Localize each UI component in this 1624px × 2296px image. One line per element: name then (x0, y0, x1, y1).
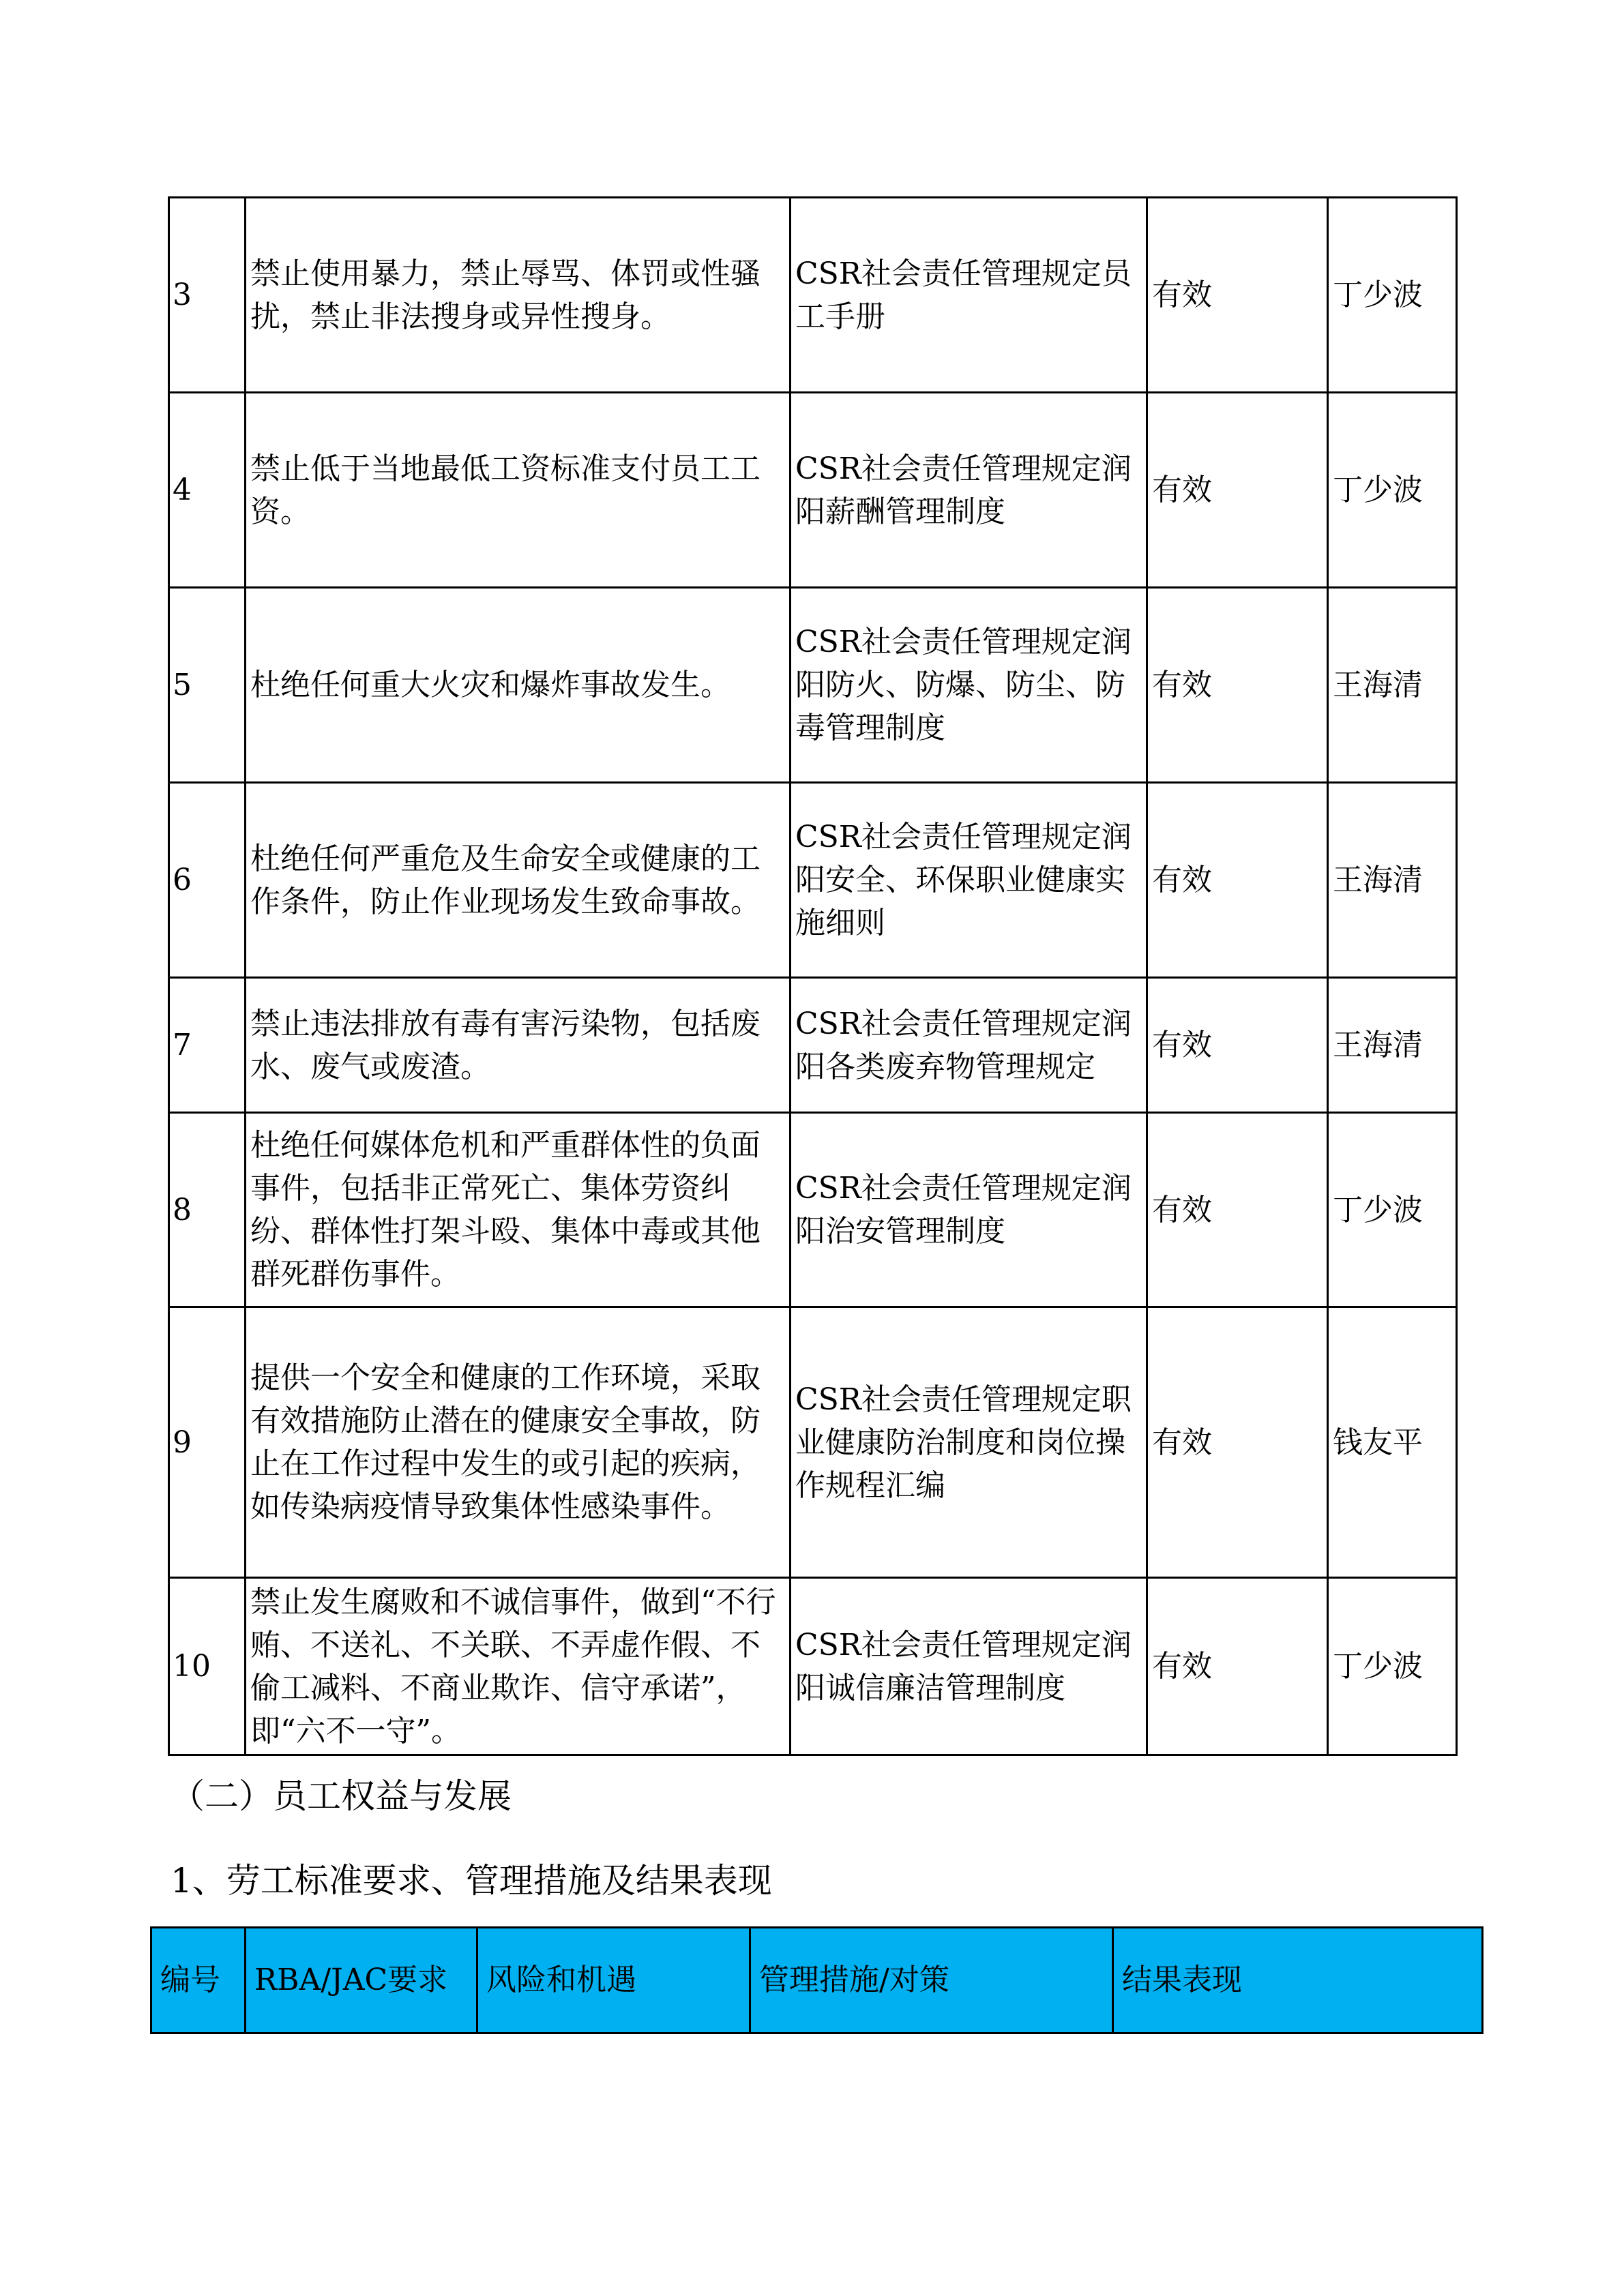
document-cell: CSR社会责任管理规定员工手册 (791, 198, 1147, 393)
row-number: 9 (169, 1307, 246, 1578)
document-cell: CSR社会责任管理规定润阳诚信廉洁管理制度 (791, 1578, 1147, 1755)
policy-table (168, 196, 1458, 1756)
section-heading: （二）员工权益与发展 (171, 1776, 512, 1816)
requirement-cell: 提供一个安全和健康的工作环境，采取有效措施防止潜在的健康安全事故，防止在工作过程中发生的或引起的疾病，如传染病疫情导致集体性感染事件。 (246, 1307, 791, 1578)
header-number: 编号 (151, 1928, 246, 2033)
owner-cell: 丁少波 (1328, 1578, 1457, 1755)
document-cell: CSR社会责任管理规定职业健康防治制度和岗位操作规程汇编 (791, 1307, 1147, 1578)
row-number: 7 (169, 978, 246, 1113)
owner-cell: 钱友平 (1328, 1307, 1457, 1578)
row-number: 5 (169, 588, 246, 783)
table-row (169, 198, 1457, 393)
table-row (169, 1578, 1457, 1755)
owner-cell: 丁少波 (1328, 1113, 1457, 1307)
owner-cell: 王海清 (1328, 978, 1457, 1113)
requirement-cell: 禁止低于当地最低工资标准支付员工工资。 (246, 393, 791, 588)
status-cell: 有效 (1147, 1113, 1328, 1307)
requirement-cell: 禁止发生腐败和不诚信事件，做到“不行贿、不送礼、不关联、不弄虚作假、不偷工减料、不商业欺诈、信守承诺”，即“六不一守”。 (246, 1578, 791, 1755)
document-cell: CSR社会责任管理规定润阳治安管理制度 (791, 1113, 1147, 1307)
row-number: 8 (169, 1113, 246, 1307)
status-cell: 有效 (1147, 198, 1328, 393)
status-cell: 有效 (1147, 783, 1328, 978)
status-cell: 有效 (1147, 978, 1328, 1113)
header-results: 结果表现 (1113, 1928, 1483, 2033)
table-row (169, 1307, 1457, 1578)
requirement-cell: 禁止违法排放有毒有害污染物，包括废水、废气或废渣。 (246, 978, 791, 1113)
requirement-cell: 杜绝任何严重危及生命安全或健康的工作条件，防止作业现场发生致命事故。 (246, 783, 791, 978)
owner-cell: 丁少波 (1328, 393, 1457, 588)
status-cell: 有效 (1147, 1307, 1328, 1578)
row-number: 4 (169, 393, 246, 588)
row-number: 6 (169, 783, 246, 978)
status-cell: 有效 (1147, 393, 1328, 588)
document-cell: CSR社会责任管理规定润阳各类废弃物管理规定 (791, 978, 1147, 1113)
row-number: 10 (169, 1578, 246, 1755)
document-cell: CSR社会责任管理规定润阳安全、环保职业健康实施细则 (791, 783, 1147, 978)
owner-cell: 王海清 (1328, 588, 1457, 783)
table-row (169, 978, 1457, 1113)
requirement-cell: 杜绝任何重大火灾和爆炸事故发生。 (246, 588, 791, 783)
status-cell: 有效 (1147, 588, 1328, 783)
owner-cell: 王海清 (1328, 783, 1457, 978)
table-header-row (151, 1928, 1483, 2033)
requirement-cell: 禁止使用暴力，禁止辱骂、体罚或性骚扰，禁止非法搜身或异性搜身。 (246, 198, 791, 393)
table-row (169, 588, 1457, 783)
labor-standards-table (150, 1926, 1483, 2034)
table-row (169, 1113, 1457, 1307)
header-measures: 管理措施/对策 (750, 1928, 1113, 2033)
header-risk: 风险和机遇 (477, 1928, 750, 2033)
document-cell: CSR社会责任管理规定润阳防火、防爆、防尘、防毒管理制度 (791, 588, 1147, 783)
table-row (169, 783, 1457, 978)
row-number: 3 (169, 198, 246, 393)
table-row (169, 393, 1457, 588)
owner-cell: 丁少波 (1328, 198, 1457, 393)
subsection-heading: 1、劳工标准要求、管理措施及结果表现 (171, 1861, 772, 1900)
requirement-cell: 杜绝任何媒体危机和严重群体性的负面事件，包括非正常死亡、集体劳资纠纷、群体性打架斗殴、集体中毒或其他群死群伤事件。 (246, 1113, 791, 1307)
document-cell: CSR社会责任管理规定润阳薪酬管理制度 (791, 393, 1147, 588)
header-requirement: RBA/JAC要求 (246, 1928, 477, 2033)
status-cell: 有效 (1147, 1578, 1328, 1755)
